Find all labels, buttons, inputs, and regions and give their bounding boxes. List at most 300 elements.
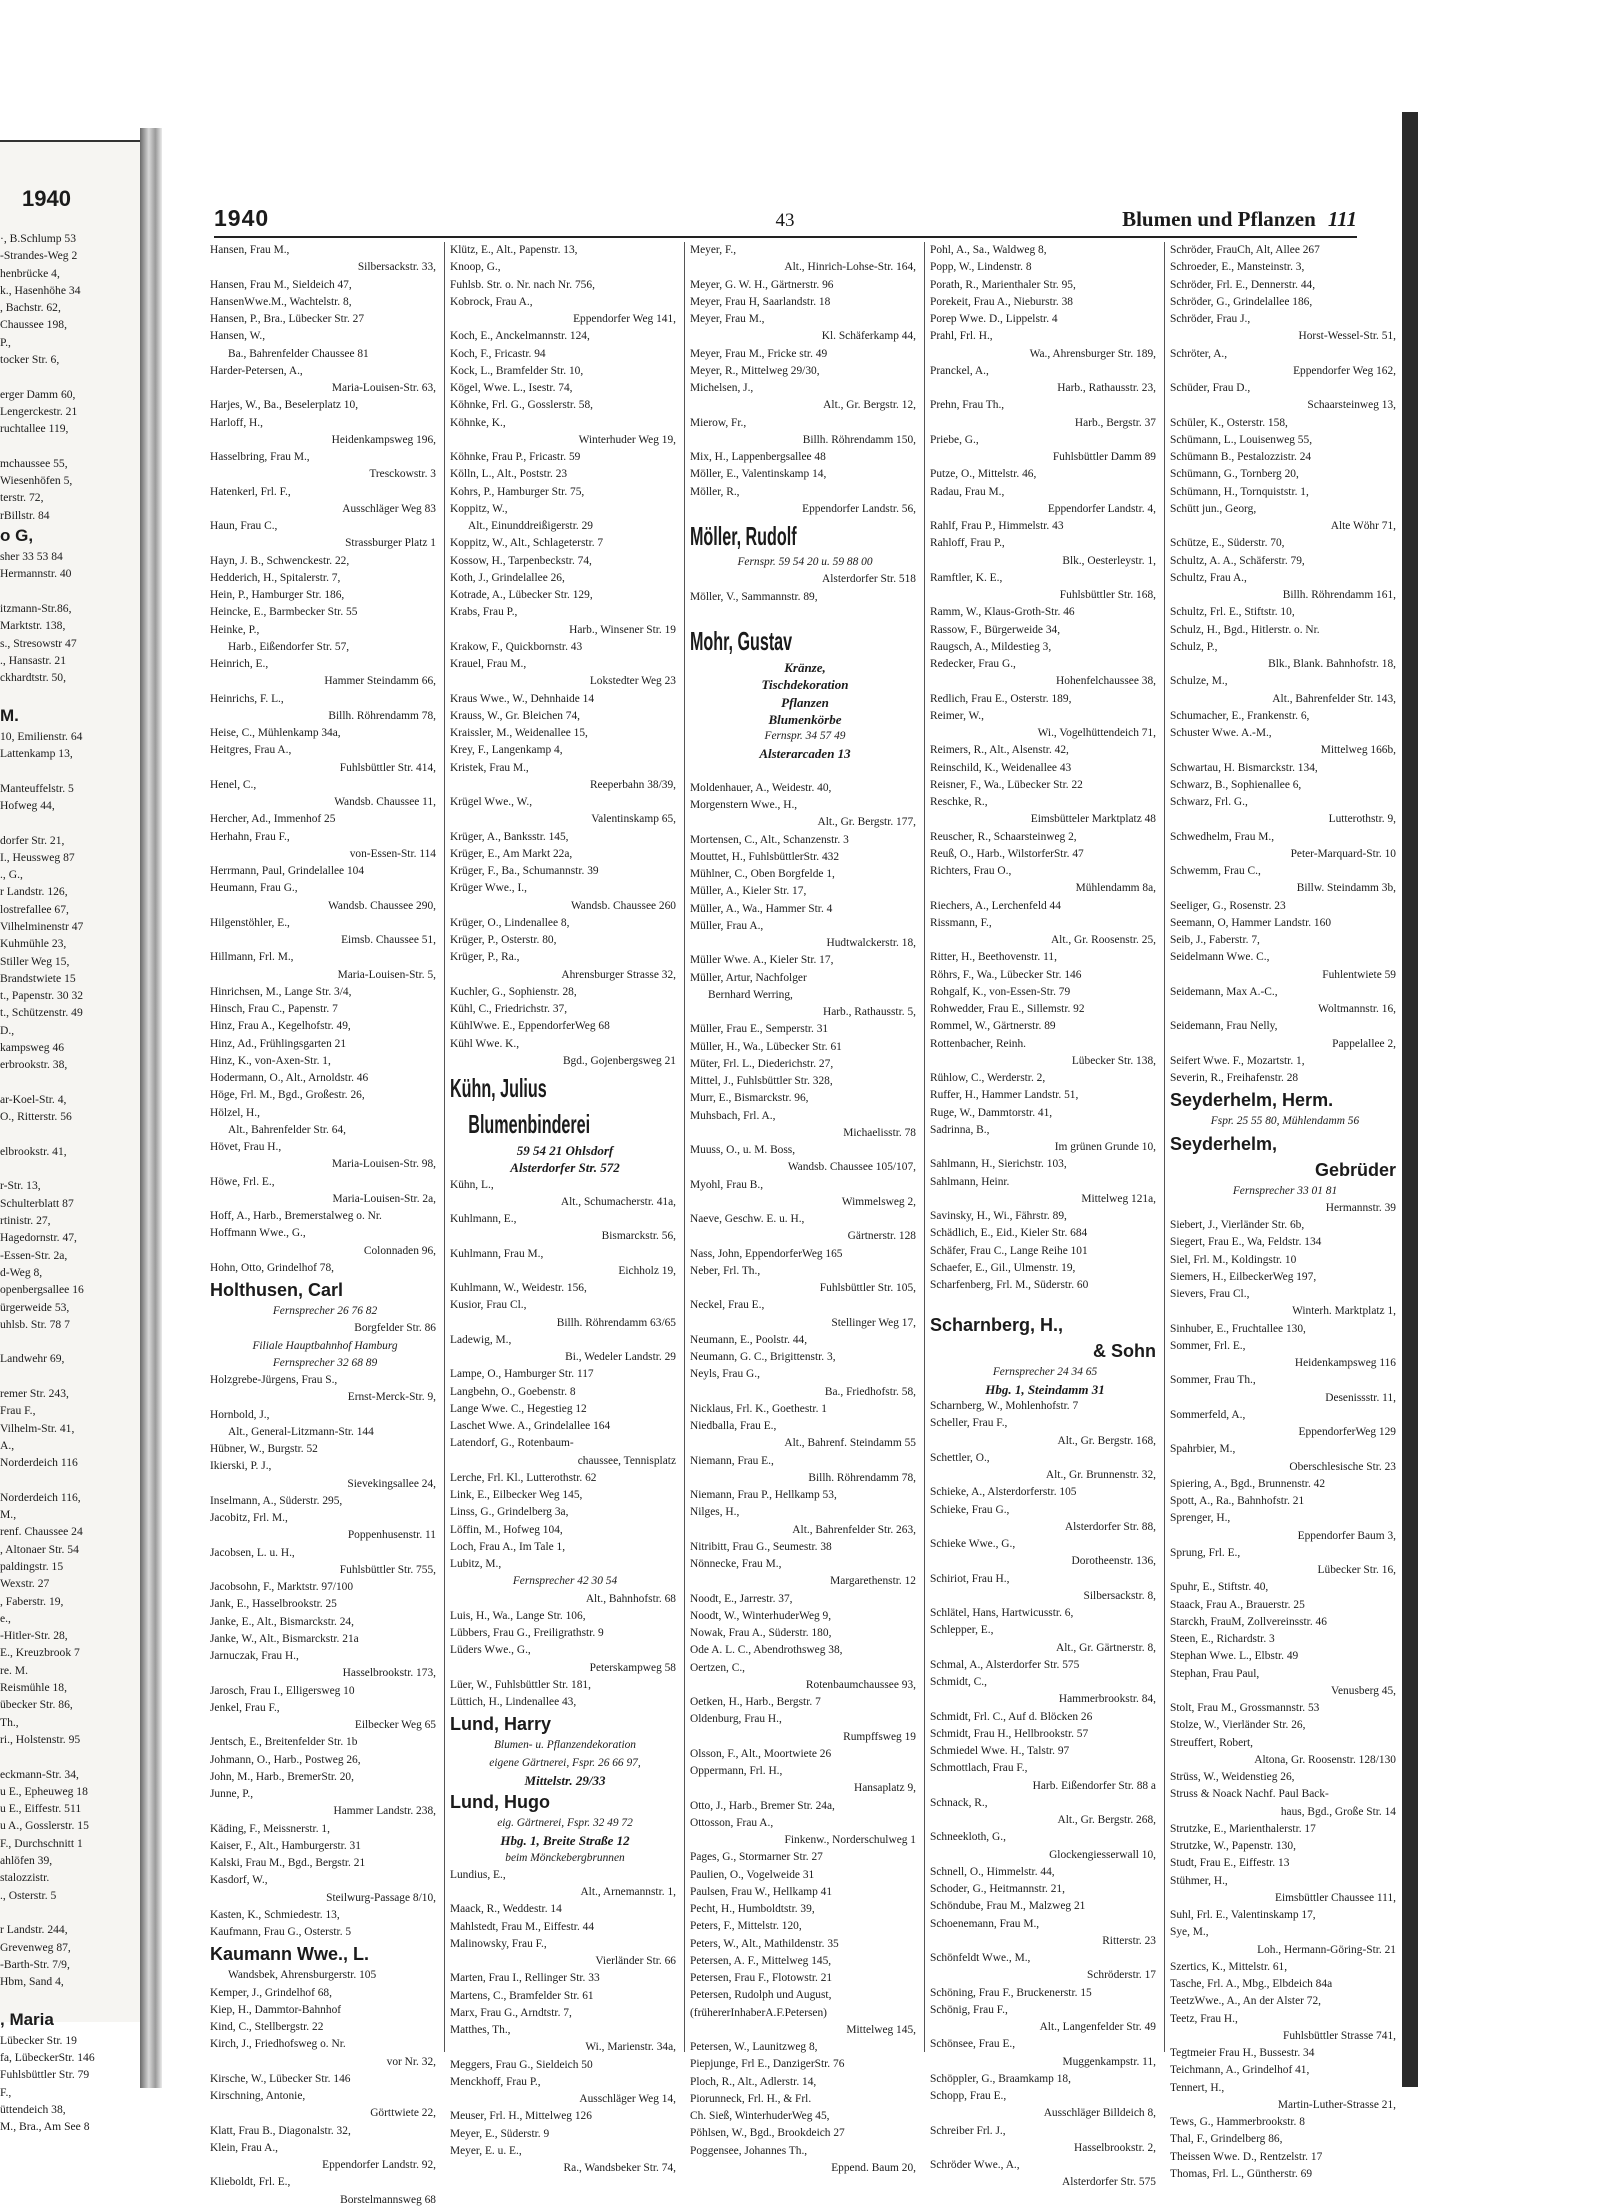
directory-entry: Möller, V., Sammannstr. 89, [690,590,818,603]
directory-entry: Heumann, Frau G., [210,882,298,895]
directory-entry: Ikierski, P. J., [210,1460,272,1473]
directory-entry: Meyer, Frau M., Fricke str. 49 [690,347,828,360]
directory-entry: Schröder, FrauCh, Alt, Allee 267 [1170,244,1320,256]
directory-entry: Alt., Gr. Roosenstr. 25, [1050,934,1156,946]
directory-entry: Rottenbacher, Reinh. [930,1037,1027,1050]
directory-entry: Alt., Bahrenfelder Str. 143, [1272,692,1396,705]
directory-entry: Rassow, F., Bürgerweide 34, [930,623,1061,636]
directory-entry: Mierow, Fr., [690,416,747,429]
directory-entry: Mahlstedt, Frau M., Eiffestr. 44 [450,1920,595,1933]
directory-entry: Schmidt, Frau H., Hellbrookstr. 57 [930,1727,1089,1740]
directory-entry: Schöppler, G., Braamkamp 18, [930,2072,1071,2085]
directory-entry: Janke, E., Alt., Bismarckstr. 24, [210,1615,354,1628]
previous-page-line: ar-Koel-Str. 4, [0,1092,67,1106]
directory-entry: Stühmer, H., [1170,1874,1228,1887]
advertisement-line: Kränze, [784,660,826,675]
directory-entry: Richters, Frau O., [930,865,1012,877]
directory-entry: Suhl, Frl. E., Valentinskamp 17, [1170,1909,1316,1921]
directory-entry: Myohl, Frau B., [690,1178,764,1191]
previous-page-line: Hbm, Sand 4, [0,1975,64,1989]
previous-page-line: übecker Str. 86, [0,1698,73,1712]
directory-entry: Krüger, P., Osterstr. 80, [450,934,557,946]
directory-entry: Oberschlesische Str. 23 [1289,1460,1396,1473]
advertiser-heading: Blumenbinderei [468,1109,591,1139]
directory-entry: Schopp, Frau E., [930,2090,1007,2102]
directory-entry: Schulz, H., Bgd., Hitlerstr. o. Nr. [1170,623,1320,636]
directory-entry: Spuhr, E., Stiftstr. 40, [1170,1581,1269,1594]
directory-entry: Alt., Bahrenfelder Str. 263, [792,1523,916,1536]
directory-entry: Wi., Vogelhüttendeich 71, [1037,727,1156,739]
directory-entry: Sommerfeld, A., [1170,1408,1246,1421]
previous-page-line: henbrücke 4, [0,266,60,280]
directory-entry: Krey, F., Langenkamp 4, [450,744,563,757]
directory-entry: Hansen, Frau M., Sieldeich 47, [210,278,352,291]
directory-entry: Muhsbach, Frl. A., [690,1109,776,1122]
directory-entry: Muuss, O., u. M. Boss, [690,1144,796,1156]
directory-entry: Hammer Landstr. 238, [333,1805,436,1818]
directory-entry: Kalski, Frau M., Bgd., Bergstr. 21 [210,1857,366,1869]
directory-entry [930,1294,1160,1311]
column-rule [1164,242,1165,2052]
directory-entry: Reschke, R., [930,796,988,808]
previous-page-line: s., Stresowstr 47 [0,636,77,650]
previous-page-line: M. [0,705,19,725]
directory-entry: Schröter, A., [1170,347,1228,360]
directory-entry: Altona, Gr. Roosenstr. 128/130 [1254,1753,1396,1766]
previous-page-line: Fuhlsbüttler Str. 79 [0,2068,90,2082]
directory-entry: Sprenger, H., [1170,1512,1231,1525]
advertiser-heading: & Sohn [1093,1340,1156,1361]
directory-entry: Schöndube, Frau M., Malzweg 21 [930,1900,1086,1913]
directory-entry: Harb., Rathausstr. 23, [1057,382,1156,394]
directory-entry: Oetken, H., Harb., Bergstr. 7 [690,1696,821,1708]
previous-page-line: u A., Gosslerstr. 15 [0,1819,89,1833]
directory-entry: Krüger, P., Ra., [450,951,520,964]
previous-page-line: e., [0,1611,11,1625]
directory-entry: Meyer, Frau H, Saarlandstr. 18 [690,295,831,308]
directory-entry: Alsterdorfer Str. 88, [1064,1520,1156,1533]
directory-entry: Möller, E., Valentinskamp 14, [690,468,827,481]
directory-entry: Struss & Noack Nachf. Paul Back- [1170,1788,1329,1801]
directory-entry: Peter-Marquard-Str. 10 [1290,847,1396,860]
directory-entry: Sievekingsallee 24, [347,1477,436,1490]
directory-entry: Steilwurg-Passage 8/10, [326,1891,436,1904]
advertisement-line: Blumenkörbe [768,711,842,727]
directory-entry: Kasten, K., Schmiedestr. 13, [210,1908,340,1921]
directory-entry: Nass, John, EppendorferWeg 165 [690,1247,843,1260]
previous-page-line [0,438,140,455]
directory-entry: Herrmann, Paul, Grindelallee 104 [210,865,365,877]
directory-entry: Sadrinna, B., [930,1123,990,1136]
directory-entry: Winterhuder Weg 19, [578,433,676,446]
directory-entry: Martin-Luther-Strasse 21, [1277,2098,1396,2111]
directory-entry: Pecht, H., Humboldtstr. 39, [690,1903,815,1915]
directory-entry: Fuhlsbüttler Strasse 741, [1283,2029,1396,2042]
directory-entry: Meuser, Frl. H., Mittelweg 126 [450,2110,592,2123]
directory-entry: Hillmann, Frl. M., [210,951,294,964]
directory-entry: Malinowsky, Frau F., [450,1937,547,1950]
previous-page-line: Hermannstr. 40 [0,567,72,581]
directory-entry: Neyls, Frau G., [690,1368,760,1381]
directory-entry: Ausschläger Weg 14, [579,2093,676,2105]
directory-entry: Fuhlsbüttler Damm 89 [1052,451,1156,463]
directory-entry: Stephan Wwe. L., Elbstr. 49 [1170,1650,1299,1663]
directory-entry: Stolt, Frau M., Grossmannstr. 53 [1170,1702,1320,1714]
previous-page-line [0,1160,140,1177]
directory-entry: Sinhuber, E., Fruchtallee 130, [1170,1322,1306,1335]
directory-entry: Höge, Frl. M., Bgd., Großestr. 26, [210,1089,365,1102]
directory-entry: Neumann, G. C., Brigittenstr. 3, [690,1351,836,1363]
directory-entry: Jacobsen, L. u. H., [210,1546,295,1559]
directory-entry: Jacobsohn, F., Marktstr. 97/100 [210,1581,354,1593]
directory-entry: Peters, W., Alt., Mathildenstr. 35 [690,1937,839,1950]
directory-entry: Niemann, Frau E., [690,1454,774,1467]
directory-entry: Mittelweg 166b, [1320,744,1396,757]
directory-entry: Rühlow, C., Werderstr. 2, [930,1072,1046,1084]
directory-entry: Lundius, E., [450,1868,506,1881]
previous-page-line: renf. Chaussee 24 [0,1525,83,1539]
directory-entry: Fuhlentwiete 59 [1322,968,1396,981]
page-number: 43 [775,210,795,231]
advertiser-heading: Gebrüder [1314,1159,1396,1180]
directory-entry: Eichholz 19, [618,1264,676,1277]
directory-entry: Alt., Gr. Bergstr. 12, [823,399,916,412]
directory-entry: Fuhlsbüttler Str. 168, [1059,589,1156,601]
directory-entry: TeetzWwe., A., An der Alster 72, [1170,1995,1322,2008]
directory-entry: Dorotheenstr. 136, [1071,1555,1156,1568]
directory-entry: Billh. Röhrendamm 78, [328,709,436,722]
directory-entry: Alt., Gr. Bergstr. 268, [1057,1814,1156,1826]
directory-entry: Morgenstern Wwe., H., [690,799,798,811]
directory-entry: Schümann, G., Tornberg 20, [1170,468,1299,481]
advertisement-line: Pflanzen [781,694,829,710]
previous-page-line: re. M. [0,1663,29,1677]
directory-entry: Thal, F., Grindelberg 86, [1170,2133,1283,2146]
previous-page-line: t., Papenstr. 30 32 [0,989,84,1003]
directory-entry: Harjes, W., Ba., Beselerplatz 10, [210,399,359,412]
directory-entry: Muggenkampstr. 11, [1062,2055,1156,2068]
directory-entry: Maria-Louisen-Str. 5, [337,968,436,981]
directory-entry: Meyer, F., [690,244,737,256]
directory-entry: Niedballa, Frau E., [690,1420,777,1432]
previous-page-line [0,686,140,703]
directory-entry: Pages, G., Stormarner Str. 27 [690,1851,823,1864]
directory-entry: KühlWwe. E., EppendorferWeg 68 [450,1020,610,1033]
directory-entry: Sahlmann, Heinr. [930,1175,1010,1188]
previous-page-line [0,583,140,600]
advertisement-line: eigene Gärtnerei, Fspr. 26 66 97, [489,1756,641,1769]
directory-entry: Wimmelsweg 2, [841,1195,916,1208]
directory-entry: Noodt, E., Jarrestr. 37, [690,1592,793,1605]
directory-entry: Stellinger Weg 17, [831,1316,916,1329]
previous-page-line: rBillstr. 84 [0,508,50,522]
directory-entry: Görttwiete 22, [370,2107,436,2120]
previous-page-line: paldingstr. 15 [0,1559,64,1573]
directory-entry: Laschet Wwe. A., Grindelallee 164 [450,1420,611,1432]
directory-entry: Jank, E., Hasselbrookstr. 25 [210,1598,337,1611]
previous-page-line: openbergsallee 16 [0,1283,84,1297]
directory-entry: Otto, J., Harb., Bremer Str. 24a, [690,1799,835,1812]
directory-entry: Poppenhusenstr. 11 [347,1529,436,1542]
directory-entry: Noodt, W., WinterhuderWeg 9, [690,1609,832,1622]
directory-entry: Harb. Eißendorfer Str. 88 a [1032,1779,1156,1792]
directory-entry: Käding, F., Meissnerstr. 1, [210,1822,330,1835]
advertisement-line: Fernsprecher 24 34 65 [992,1365,1098,1378]
previous-page-line: u E., Eiffestr. 511 [0,1802,82,1816]
directory-entry: Kotrade, A., Lübecker Str. 129, [450,589,593,601]
directory-entry: Harb., Winsener Str. 19 [569,623,676,636]
previous-page-line: , Altonaer Str. 54 [0,1542,79,1556]
directory-entry: Peters, F., Mittelstr. 120, [690,1920,802,1933]
column-rule [924,242,925,2052]
directory-entry: Harder-Petersen, A., [210,364,303,377]
directory-entry: Schwemm, Frau C., [1170,865,1261,877]
directory-entry: Schüder, Frau D., [1170,382,1251,394]
directory-entry: EppendorferWeg 129 [1298,1426,1396,1438]
directory-entry: Junne, P., [210,1788,254,1800]
previous-page-lines [0,230,140,2135]
directory-entry: Szertics, K., Mittelstr. 61, [1170,1960,1288,1973]
directory-entry: Schwedhelm, Frau M., [1170,830,1275,843]
directory-entry: Teichmann, A., Grindelhof 41, [1170,2064,1310,2077]
previous-page-line: Lengerckestr. 21 [0,404,78,418]
previous-page-line: Marktstr. 138, [0,619,66,633]
previous-page-line: dorfer Str. 21, [0,833,65,847]
previous-page-line: M., Bra., Am See 8 [0,2120,90,2134]
directory-entry: Hedderich, H., Spitalerstr. 7, [210,571,341,584]
previous-page-line [0,368,140,385]
directory-entry: Koch, E., Anckelmannstr. 124, [450,330,590,343]
directory-entry: Petersen, W., Launitzweg 8, [690,2041,818,2053]
directory-entry: Eimsb. Chaussee 51, [341,934,436,946]
directory-entry: Hansen, Frau M., [210,244,290,256]
directory-entry: Teetz, Frau H., [1170,2012,1238,2025]
directory-entry: Jacobitz, Frl. M., [210,1512,288,1524]
directory-entry: Mühlner, C., Oben Borgfelde 1, [690,868,835,880]
advertisement-line: Fernsprecher 42 30 54 [512,1575,618,1588]
directory-entry: Stolze, W., Vierländer Str. 26, [1170,1719,1306,1732]
directory-entry: Harb., Bergstr. 37 [1074,416,1156,429]
directory-entry: Wi., Marienstr. 34a, [585,2041,676,2054]
directory-entry: Schöning, Frau F., Bruckenerstr. 15 [930,1986,1092,1999]
directory-entry: Poggensee, Johannes Th., [690,2144,808,2157]
directory-entry: Riechers, A., Lerchenfeld 44 [930,899,1061,912]
directory-entry: Moldenhauer, A., Weidestr. 40, [690,781,832,794]
directory-entry: Schuster Wwe. A.-M., [1170,727,1272,739]
directory-entry: Mix, H., Lappenbergsallee 48 [690,451,826,463]
previous-page-line: Vilhelm-Str. 41, [0,1421,75,1435]
directory-entry: Hatenkerl, Frl. F., [210,485,291,498]
directory-entry: Eppendorfer Baum 3, [1297,1529,1396,1542]
directory-entry: Schaefer, E., Gil., Ulmenstr. 19, [930,1261,1076,1274]
advertisement-line: Alsterdorfer Str. 572 [510,1160,620,1176]
directory-entry: Alt., Gr. Brunnenstr. 32, [1045,1469,1156,1481]
directory-entry: Fuhlsbüttler Str. 755, [339,1563,436,1576]
advertisement-line: Fernspr. 59 54 20 u. 59 88 00 [737,556,873,568]
previous-page-line: itzmann-Str.86, [0,601,72,615]
previous-page-line: , Faberstr. 19, [0,1594,64,1608]
directory-entry: Kristek, Frau M., [450,761,529,774]
directory-entry: Rohwedder, Frau E., Sillemstr. 92 [930,1003,1085,1015]
directory-entry: Eimsbüttler Chaussee 111, [1275,1891,1396,1904]
directory-entry: Lüer, W., Fuhlsbüttler Str. 181, [450,1678,591,1691]
directory-entry: Rotenbaumchaussee 93, [805,1678,916,1691]
previous-page-line: r-Str. 13, [0,1179,41,1193]
directory-entry: Schümann, L., Louisenweg 55, [1170,433,1313,446]
directory-entry: Siel, Frl. M., Koldingstr. 10 [1170,1253,1297,1266]
directory-entry: Hövet, Frau H., [210,1141,282,1153]
directory-entry: Borgfelder Str. 86 [354,1322,436,1335]
previous-page-line: uhlsb. Str. 78 7 [0,1317,70,1331]
advertisement-line: eig. Gärtnerei, Fspr. 32 49 72 [497,1817,633,1829]
directory-entry: Fuhlsbüttler Str. 414, [339,761,436,774]
directory-entry: Haun, Frau C., [210,520,278,532]
directory-entry: Ba., Bahrenfelder Chaussee 81 [228,347,369,360]
previous-page-line: remer Str. 243, [0,1387,69,1400]
directory-entry: Ruffer, H., Hammer Landstr. 51, [930,1089,1079,1102]
directory-entry: Krüger, O., Lindenallee 8, [450,916,570,929]
directory-entry: Bernhard Werring, [708,988,793,1001]
advertiser-heading: Seyderhelm, [1170,1133,1278,1154]
previous-page-line: r Landstr. 244, [0,1923,68,1937]
directory-entry: Popp, W., Lindenstr. 8 [930,261,1032,274]
column-3 [690,242,920,2174]
directory-entry: Mittelweg 145, [846,2023,916,2036]
directory-entry: Heincke, E., Barmbecker Str. 55 [210,606,358,619]
directory-entry: Kuhlmann, E., [450,1213,517,1225]
directory-entry: Seifert Wwe. F., Mozartstr. 1, [1170,1054,1305,1067]
directory-entry: Müter, Frl. L., Diederichstr. 27, [690,1057,834,1070]
previous-page-line: E., Kreuzbrook 7 [0,1646,80,1660]
directory-entry: Köhnke, K., [450,416,506,429]
directory-entry: Wa., Ahrensburger Str. 189, [1029,347,1156,360]
directory-entry: Meyer, G. W. H., Gärtnerstr. 96 [690,278,834,291]
directory-entry: Kohrs, P., Hamburger Str. 75, [450,485,585,498]
directory-entry: Niemann, Frau P., Hellkamp 53, [690,1489,837,1501]
directory-entry: Maria-Louisen-Str. 63, [331,382,436,394]
directory-entry: Kaufmann, Frau G., Osterstr. 5 [210,1926,352,1938]
previous-page-line [0,1990,140,2007]
directory-entry: Hammer Steindamm 66, [324,675,436,688]
previous-page-line [0,1333,140,1350]
directory-entry: Krügel Wwe., W., [450,796,533,808]
directory-entry: Krüger, A., Banksstr. 145, [450,830,569,843]
directory-entry: Lübecker Str. 138, [1071,1054,1156,1067]
previous-page-line: eckmann-Str. 34, [0,1767,79,1781]
directory-entry: Köhnke, Frl. G., Gosslerstr. 58, [450,399,594,412]
directory-entry: Heidenkampsweg 116 [1294,1357,1396,1369]
directory-entry: Müller, A., Kieler Str. 17, [690,885,807,898]
directory-entry: Ch. Sieß, WinterhuderWeg 45, [690,2110,830,2122]
directory-entry: Jarosch, Frau I., Elligersweg 10 [210,1684,355,1697]
directory-entry: Kölln, L., Alt., Poststr. 23 [450,468,568,481]
previous-page-line: erger Damm 60, [0,387,76,401]
directory-entry: Michaelisstr. 78 [843,1126,916,1139]
directory-entry: Studt, Frau E., Eiffestr. 13 [1170,1857,1290,1870]
directory-entry: Krabs, Frau P., [450,606,518,619]
directory-entry: Hansaplatz 9, [854,1782,916,1795]
directory-entry: Scheller, Frau F., [930,1417,1008,1430]
directory-entry: Tews, G., Hammerbrookstr. 8 [1170,2116,1305,2128]
advertiser-heading: Kaumann Wwe., L. [210,1944,370,1965]
directory-entry: Porep Wwe. D., Lippelstr. 4 [930,313,1058,325]
directory-entry: Valentinskamp 65, [591,813,676,826]
directory-entry: Klatt, Frau B., Diagonalstr. 32, [210,2124,351,2137]
previous-page-line: u E., Epheuweg 18 [0,1784,88,1798]
directory-entry: Alsterdorfer Str. 518 [822,573,916,586]
directory-entry: Borstelmannsweg 68 [340,2193,436,2206]
directory-entry: Pappelallee 2, [1332,1037,1396,1050]
directory-entry: Schnell, O., Himmelstr. 44, [930,1865,1055,1878]
previous-page-line: fa, LübeckerStr. 146 [0,2050,95,2064]
directory-entry: Heinke, P., [210,623,260,636]
column-1 [210,242,440,2206]
directory-entry: Hayn, J. B., Schwenckestr. 22, [210,554,350,567]
advertisement-line: Fernspr. 34 57 49 [764,730,846,742]
directory-entry: Klein, Frau A., [210,2141,279,2154]
directory-entry: Kuhlmann, W., Weidestr. 156, [450,1282,587,1294]
directory-entry: Jarnuczak, Frau H., [210,1650,299,1662]
directory-entry: Kraus Wwe., W., Dehnhaide 14 [450,692,595,705]
directory-entry: Bgd., Gojenbergsweg 21 [562,1054,676,1067]
directory-entry: Schoenemann, Frau M., [930,1917,1040,1930]
directory-entry: Koppitz, W., [450,502,508,515]
directory-entry: Schneekloth, G., [930,1831,1006,1844]
directory-entry: Hasselbrookstr. 2, [1074,2141,1156,2154]
previous-page-line: ·, B.Schlump 53 [0,232,77,245]
previous-page-line: erbrookstr. 38, [0,1058,68,1072]
previous-page-line: Lattenkamp 13, [0,747,73,761]
directory-entry: Kirsche, W., Lübecker Str. 146 [210,2072,351,2085]
previous-page-line: Reismühle 18, [0,1681,67,1695]
directory-entry: Billh. Röhrendamm 150, [802,433,916,446]
previous-page-line: ., Hansastr. 21 [0,653,67,667]
directory-entry: Schulze, M., [1170,675,1228,688]
directory-entry: Schümann, H., Tornquiststr. 1, [1170,485,1309,498]
directory-entry: Spahrbier, M., [1170,1443,1236,1456]
directory-entry: Krüger Wwe., I., [450,882,527,895]
directory-entry: Maack, R., Weddestr. 14 [450,1903,562,1916]
directory-entry: Rumpffsweg 19 [843,1730,916,1743]
previous-page-line: -Barth-Str. 7/9, [0,1957,70,1971]
previous-page-line: O., Ritterstr. 56 [0,1110,72,1124]
previous-page-line [0,1126,140,1143]
directory-entry: Hasselbring, Frau M., [210,451,310,463]
column-rule [444,242,445,2052]
directory-entry: Schlätel, Hans, Hartwicusstr. 6, [930,1607,1074,1619]
directory-entry: Köhnke, Frau P., Fricastr. 59 [450,451,581,463]
directory-entry: Rohgalf, K., von-Essen-Str. 79 [930,985,1071,998]
previous-page-line: Norderdeich 116, [0,1490,81,1504]
directory-entry: Starckh, FrauM, Zollvereinsstr. 46 [1170,1615,1327,1628]
directory-entry: Murr, E., Bismarckstr. 96, [690,1092,809,1105]
directory-entry: Glockengiesserwall 10, [1049,1848,1156,1861]
directory-entry: Strutzke, W., Papenstr. 130, [1170,1840,1296,1852]
directory-entry: Sommer, Frau Th., [1170,1374,1256,1387]
previous-page-line: ruchtallee 119, [0,422,69,436]
previous-page-line: ri., Holstenstr. 95 [0,1732,81,1746]
directory-entry: Kühl, C., Friedrichstr. 37, [450,1003,568,1015]
directory-entry: Rahloff, Frau P., [930,537,1005,550]
directory-entry: Piepjunge, Frl E., DanzigerStr. 76 [690,2058,845,2071]
directory-entry: Billh. Röhrendamm 63/65 [556,1316,676,1329]
directory-entry: Schmiedel Wwe. H., Talstr. 97 [930,1745,1070,1757]
directory-entry: Wandsb. Chaussee 290, [328,899,436,912]
advertisement-line: Filiale Hauptbahnhof Hamburg [252,1339,398,1352]
directory-entry: Schröder, G., Grindelallee 186, [1170,295,1313,308]
directory-entry: Reinschild, K., Weidenallee 43 [930,761,1072,774]
directory-entry: Jenkel, Frau F., [210,1701,280,1714]
